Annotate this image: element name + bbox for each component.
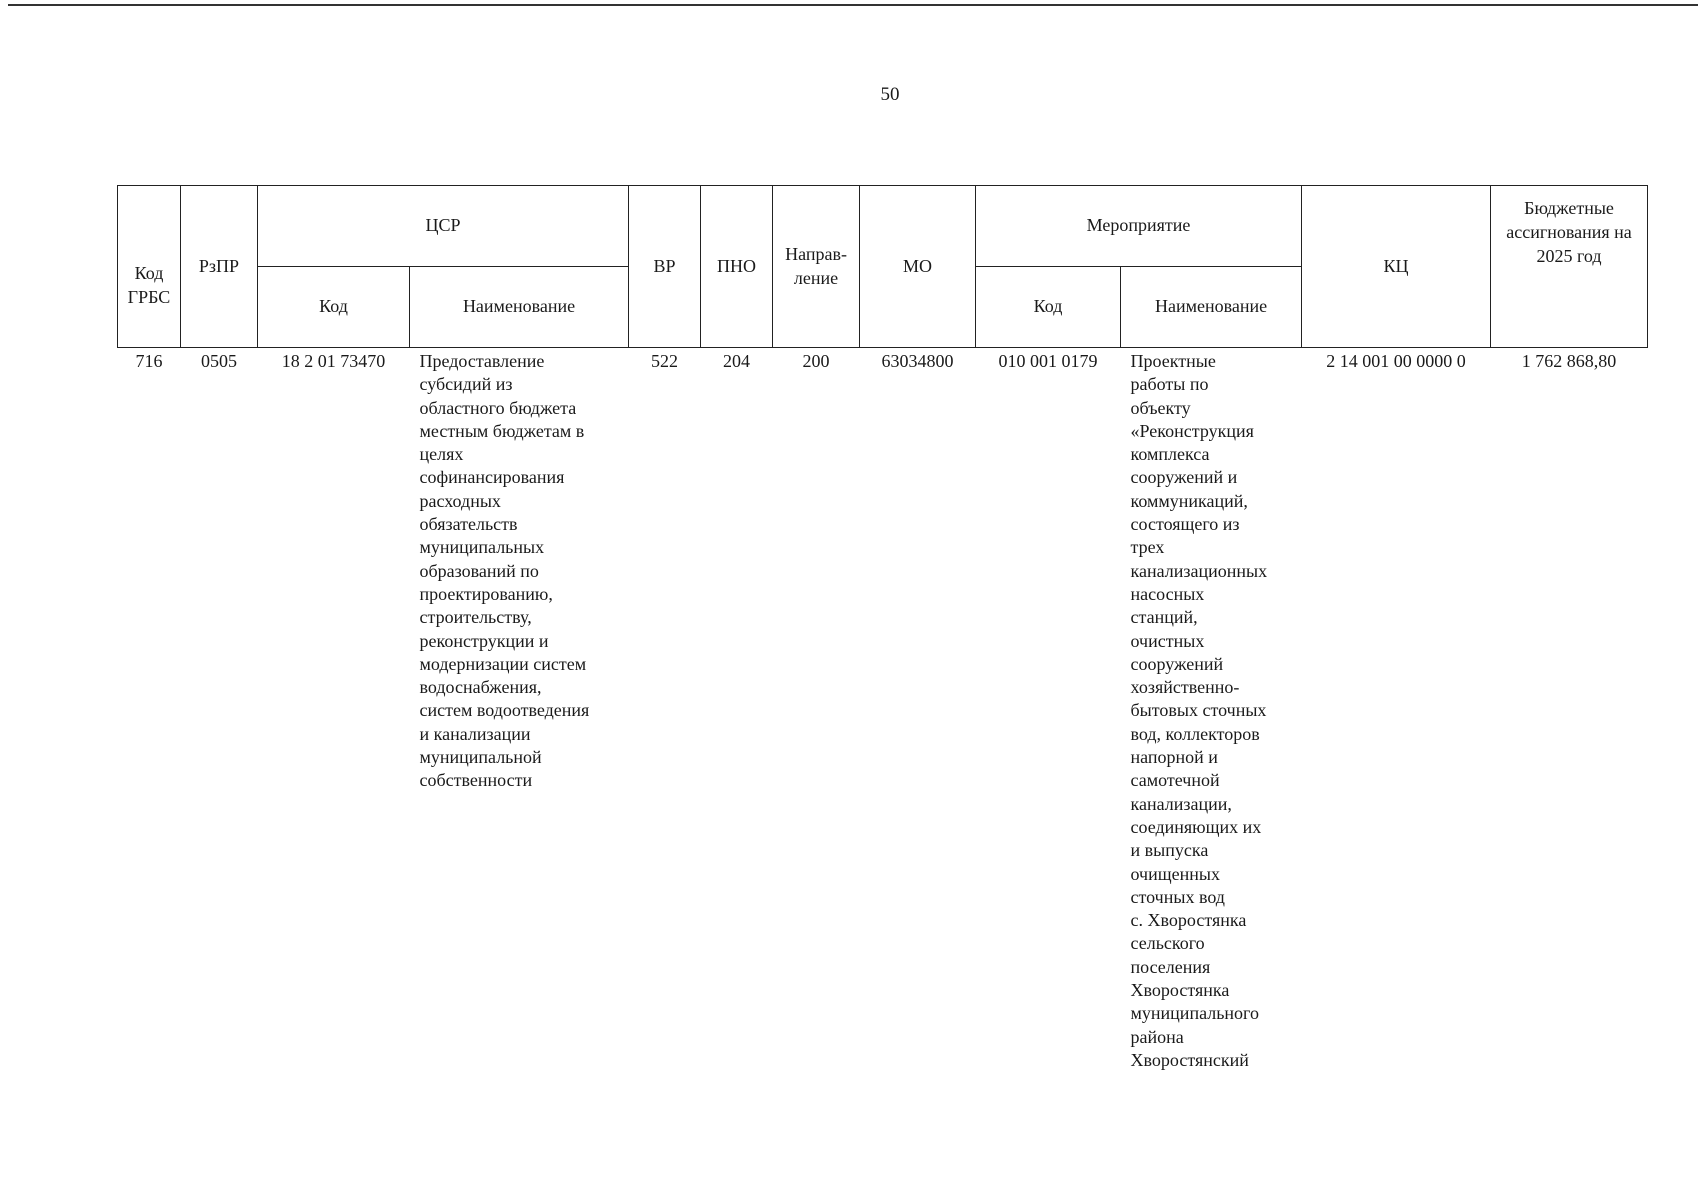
table-row [118, 348, 1648, 1073]
header-grbs: Код ГРБС [118, 186, 181, 348]
cell-direction: 200 [802, 351, 830, 371]
header-csr-code: Код [258, 267, 410, 348]
cell-event-code: 010 001 0179 [998, 351, 1098, 371]
page-number: 50 [880, 84, 900, 105]
header-budget: Бюджетные ассигнования на 2025 год [1491, 186, 1648, 348]
cell-grbs: 716 [135, 351, 163, 371]
cell-vr: 522 [651, 351, 679, 371]
header-event-group: Мероприятие [976, 186, 1302, 267]
header-vr: ВР [629, 186, 701, 348]
header-direction: Направ- ление [773, 186, 860, 348]
header-pno: ПНО [701, 186, 773, 348]
header-mo: МО [860, 186, 976, 348]
cell-kc: 2 14 001 00 0000 0 [1326, 351, 1466, 371]
top-rule [8, 4, 1698, 6]
cell-csr-code: 18 2 01 73470 [281, 351, 386, 371]
cell-rzpr: 0505 [201, 351, 237, 371]
cell-event-name: Проектные работы по объекту «Реконструкция комплекса сооружений и коммуникаций, состоящего из трех канализационных насосных станций, очистных сооружений хозяйственно- бытовых сточных вод, коллекторов напорной и самотечной канализации, соединяющих их и выпуска очищенных сточных вод с. Хворостянка сельского поселения Хворостянка муниципального района Хворостянский [1130, 351, 1268, 1070]
cell-mo: 63034800 [881, 351, 954, 371]
cell-budget: 1 762 868,80 [1521, 351, 1617, 371]
header-kc: КЦ [1302, 186, 1491, 348]
header-row-top [118, 186, 1648, 267]
header-event-name: Наименование [1121, 267, 1302, 348]
header-event-code: Код [976, 267, 1121, 348]
header-rzpr: РзПР [181, 186, 258, 348]
header-csr-name: Наименование [410, 267, 629, 348]
header-csr-group: ЦСР [258, 186, 629, 267]
cell-csr-name: Предоставление субсидий из областного бюджета местным бюджетам в целях софинансирования расходных обязательств муниципальных образований по проектированию, строительству, реконструкции и модернизации систем водоснабжения, систем водоотведения и канализации муниципальной собственности [419, 351, 590, 791]
budget-table [117, 185, 1648, 1072]
cell-pno: 204 [723, 351, 751, 371]
